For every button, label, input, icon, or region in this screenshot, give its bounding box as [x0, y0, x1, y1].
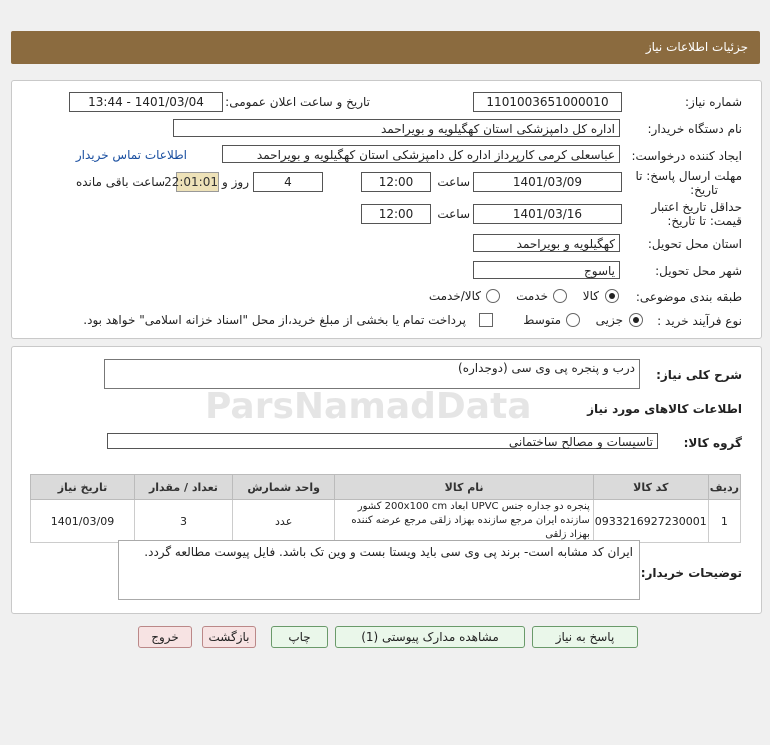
category-service-label: خدمت — [516, 289, 548, 303]
exit-button[interactable]: خروج — [138, 626, 192, 648]
deadline-time-field: 12:00 — [361, 172, 431, 192]
deadline-label-1: مهلت ارسال پاسخ: تا — [635, 169, 742, 183]
buyer-notes-label: توضیحات خریدار: — [640, 566, 742, 580]
process-medium-label: متوسط — [523, 313, 561, 327]
process-radio-medium[interactable] — [566, 313, 580, 327]
goods-group-field: تاسیسات و مصالح ساختمانی — [107, 433, 658, 449]
deadline-label-2: تاریخ: — [690, 183, 718, 197]
col-name: نام کالا — [335, 475, 593, 500]
cell-code: 0933216927230001 — [593, 500, 708, 543]
summary-label: شرح کلی نیاز: — [656, 368, 742, 382]
treasury-payment-checkbox[interactable] — [479, 313, 493, 327]
category-both-label: کالا/خدمت — [428, 289, 481, 303]
buyer-org-field: اداره کل دامپزشکی استان کهگیلویه و بویراحمد — [173, 119, 620, 137]
back-button[interactable]: بازگشت — [202, 626, 256, 648]
need-number-field: 1101003651000010 — [473, 92, 622, 112]
cell-row: 1 — [708, 500, 740, 543]
goods-group-label: گروه کالا: — [683, 436, 742, 450]
deadline-time-label: ساعت — [437, 175, 470, 189]
cell-unit: عدد — [232, 500, 335, 543]
process-minor-label: جزیی — [595, 313, 623, 327]
category-goods-label: کالا — [582, 289, 599, 303]
validity-label-1: حداقل تاریخ اعتبار — [651, 200, 742, 214]
view-attachments-button[interactable]: مشاهده مدارک پیوستی (1) — [335, 626, 525, 648]
buyer-notes-field: ایران کد مشابه است- برند پی وی سی باید ویستا بست و وین تک باشد. فایل پیوست مطالعه گردد. — [118, 540, 640, 600]
category-radio-service[interactable] — [553, 289, 567, 303]
cell-qty: 3 — [135, 500, 233, 543]
remaining-time-field: 22:01:01 — [176, 172, 219, 192]
cell-date: 1401/03/09 — [31, 500, 135, 543]
deadline-date-field: 1401/03/09 — [473, 172, 622, 192]
category-label: طبقه بندی موضوعی: — [635, 290, 742, 304]
col-date: تاریخ نیاز — [31, 475, 135, 500]
payment-note: پرداخت تمام یا بخشی از مبلغ خرید،از محل "اسناد خزانه اسلامی" خواهد بود. — [83, 313, 466, 327]
col-unit: واحد شمارش — [232, 475, 335, 500]
col-row: ردیف — [708, 475, 740, 500]
validity-label-2: قیمت: تا تاریخ: — [667, 214, 742, 228]
validity-date-field: 1401/03/16 — [473, 204, 622, 224]
days-field: 4 — [253, 172, 323, 192]
province-field: کهگیلویه و بویراحمد — [473, 234, 620, 252]
reply-button[interactable]: پاسخ به نیاز — [532, 626, 638, 648]
process-label: نوع فرآیند خرید : — [657, 314, 742, 328]
goods-table — [30, 474, 741, 543]
page-title: جزئیات اطلاعات نیاز — [645, 40, 748, 54]
days-label: روز و — [222, 175, 249, 189]
goods-table-header — [31, 475, 741, 500]
page-header — [11, 31, 760, 64]
goods-info-title: اطلاعات کالاهای مورد نیاز — [587, 402, 742, 416]
cell-name: پنجره دو جداره جنس UPVC ابعاد 200x100 cm کشور سازنده ایران مرجع سازنده بهزاد زلقی مرجع عرضه کننده بهزاد زلقی — [335, 500, 593, 543]
category-radio-both[interactable] — [486, 289, 500, 303]
col-qty: تعداد / مقدار — [135, 475, 233, 500]
creator-label: ایجاد کننده درخواست: — [631, 149, 742, 163]
validity-time-label: ساعت — [437, 207, 470, 221]
creator-field: عباسعلی کرمی کارپرداز اداره کل دامپزشکی استان کهگیلویه و بویراحمد — [222, 145, 620, 163]
remaining-label: ساعت باقی مانده — [75, 175, 165, 189]
process-radio-minor[interactable] — [629, 313, 643, 327]
city-field: یاسوج — [473, 261, 620, 279]
col-code: کد کالا — [593, 475, 708, 500]
announce-field: 1401/03/04 - 13:44 — [69, 92, 223, 112]
print-button[interactable]: چاپ — [271, 626, 328, 648]
buyer-org-label: نام دستگاه خریدار: — [647, 122, 742, 136]
table-row — [31, 500, 741, 543]
category-radio-goods[interactable] — [605, 289, 619, 303]
city-label: شهر محل تحویل: — [655, 264, 742, 278]
buyer-contact-link[interactable]: اطلاعات تماس خریدار — [75, 148, 187, 162]
validity-time-field: 12:00 — [361, 204, 431, 224]
province-label: استان محل تحویل: — [647, 237, 742, 251]
summary-field: درب و پنجره پی وی سی (دوجداره) — [104, 359, 640, 389]
announce-label: تاریخ و ساعت اعلان عمومی: — [225, 95, 370, 109]
need-number-label: شماره نیاز: — [685, 95, 742, 109]
